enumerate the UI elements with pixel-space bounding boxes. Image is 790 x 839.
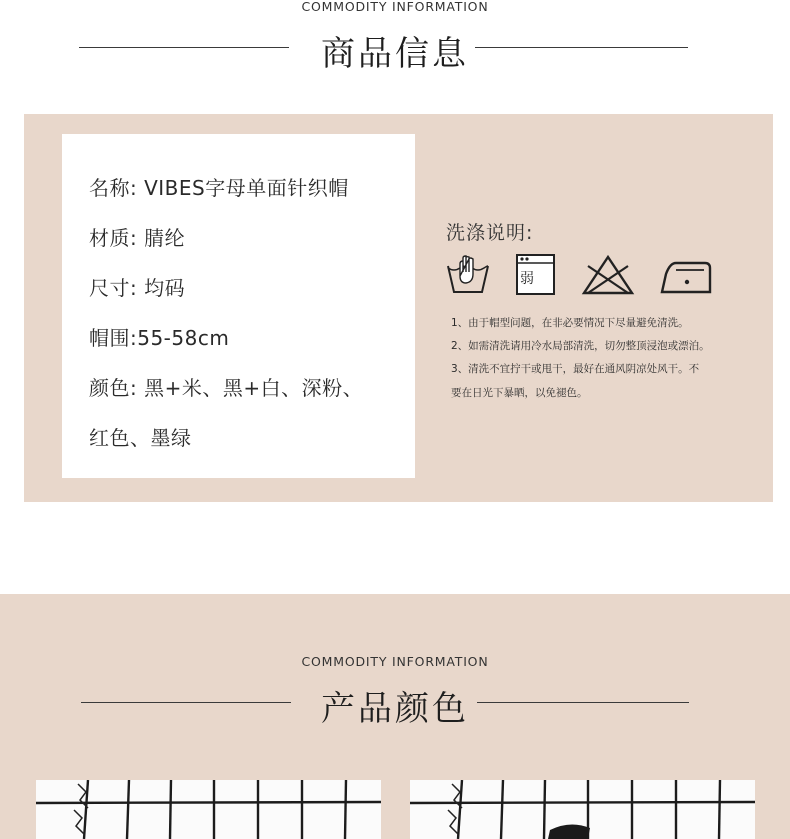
product-colors-cont: 红色、墨绿	[89, 426, 192, 450]
wash-note: 3、清洗不宜拧干或甩干，最好在通风阴凉处风干。不	[451, 363, 700, 375]
title-divider-right	[475, 47, 688, 48]
hand-wash-icon	[446, 254, 490, 298]
section-en-title: COMMODITY INFORMATION	[301, 0, 489, 14]
wash-note: 1、由于帽型问题，在非必要情况下尽量避免清洗。	[451, 317, 689, 329]
product-size: 尺寸: 均码	[89, 276, 186, 300]
product-image	[36, 780, 381, 839]
product-name: 名称: VIBES字母单面针织帽	[89, 176, 349, 200]
wash-title: 洗涤说明:	[446, 222, 534, 244]
wash-note: 2、如需清洗请用冷水局部清洗，切勿整顶浸泡或漂泊。	[451, 340, 710, 352]
section-cn-title: 商品信息	[321, 34, 469, 74]
wash-note: 要在日光下暴晒，以免褪色。	[451, 387, 588, 399]
no-bleach-icon	[580, 254, 636, 300]
section-en-title: COMMODITY INFORMATION	[301, 654, 489, 669]
product-colors: 颜色: 黑+米、黑+白、深粉、	[89, 376, 364, 400]
section-cn-title: 产品颜色	[321, 689, 469, 729]
product-material: 材质: 腈纶	[89, 226, 186, 250]
gentle-wash-label: 弱	[520, 271, 534, 287]
title-divider-right	[477, 702, 689, 703]
low-iron-icon	[660, 254, 712, 300]
product-image	[410, 780, 755, 839]
product-circumference: 帽围:55-58cm	[89, 326, 230, 350]
gentle-wash-icon	[516, 254, 556, 300]
